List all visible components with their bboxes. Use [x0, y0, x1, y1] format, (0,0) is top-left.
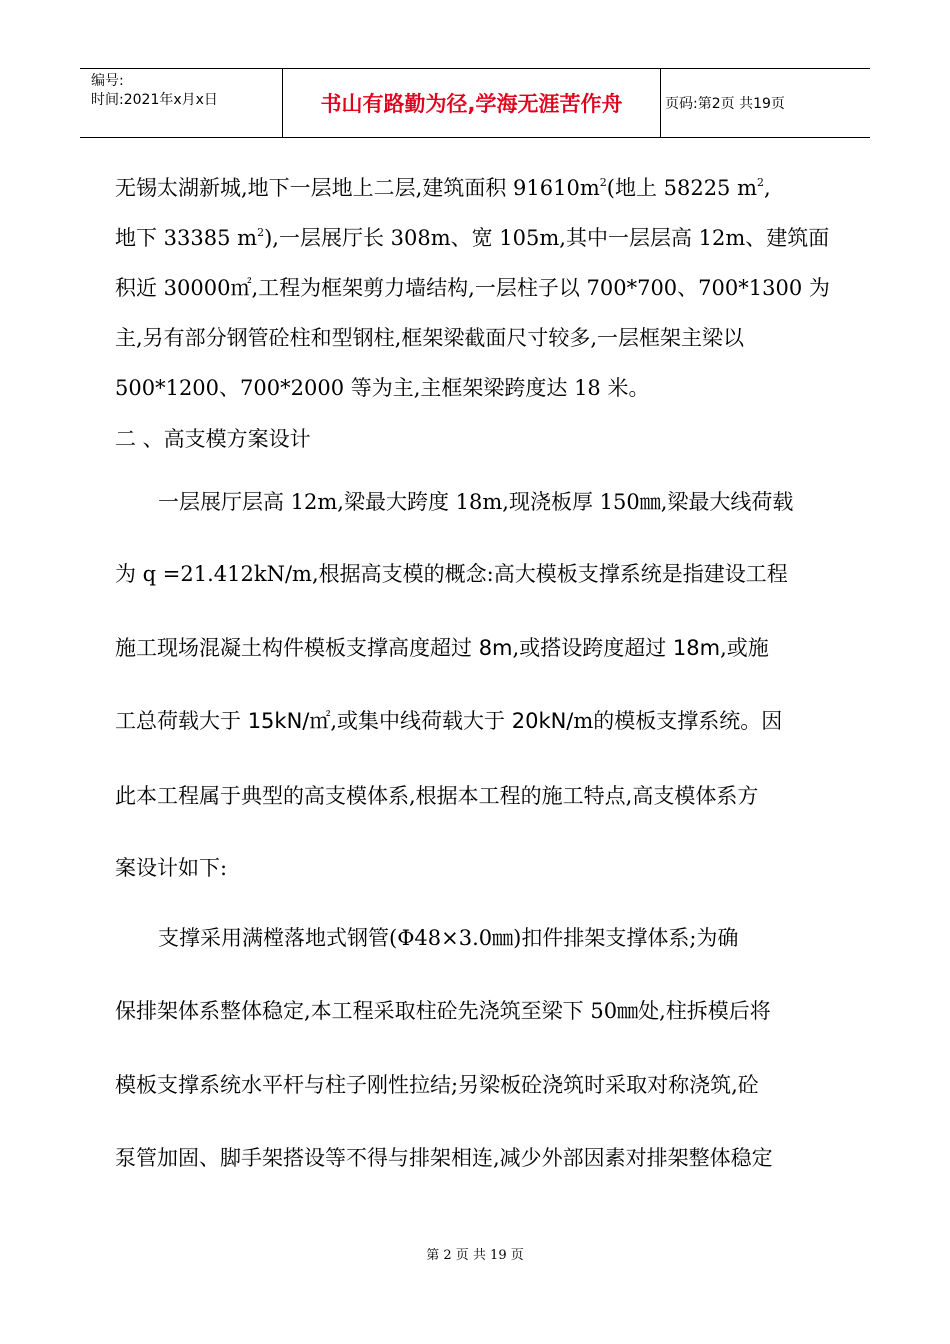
header-meta: [80, 69, 283, 137]
header-page-info: 页码:第2页 共19页: [665, 96, 785, 112]
text-line: 为 q =21.412kN/m,根据高支模的概念:高大模板支撑系统是指建设工程: [115, 562, 788, 586]
text-line: 保排架体系整体稳定,本工程采取柱砼先浇筑至梁下 50㎜处,柱拆模后将: [115, 999, 771, 1023]
header-motto: 书山有路勤为径,学海无涯苦作舟: [283, 69, 661, 137]
time-label: 时间:2021年x月x日: [91, 92, 218, 108]
text-line: 一层展厅层高 12m,梁最大跨度 18m,现浇板厚 150㎜,梁最大线荷载: [158, 490, 794, 514]
text-line: 案设计如下:: [115, 856, 228, 880]
text-line: 泵管加固、脚手架搭设等不得与排架相连,减少外部因素对排架整体稳定: [115, 1146, 773, 1170]
text-line: 模板支撑系统水平杆与柱子刚性拉结;另梁板砼浇筑时采取对称浇筑,砼: [115, 1073, 759, 1097]
text-line: 工总荷载大于 15kN/㎡,或集中线荷载大于 20kN/m的模板支撑系统。因: [115, 709, 783, 733]
text-line: 积近 30000㎡,工程为框架剪力墙结构,一层柱子以 700*700、700*1300 为: [115, 276, 830, 300]
text-line: 500*1200、700*2000 等为主,主框架梁跨度达 18 米。: [115, 376, 650, 400]
page-footer: 第 2 页 共 19 页: [426, 1248, 524, 1263]
number-label: 编号:: [91, 73, 124, 89]
text-line: 主,另有部分钢管砼柱和型钢柱,框架梁截面尺寸较多,一层框架主梁以: [115, 326, 745, 350]
text-line: 支撑采用满樘落地式钢管(Φ48×3.0㎜)扣件排架支撑体系;为确: [158, 926, 739, 950]
section-heading: 二 、高支模方案设计: [115, 427, 311, 451]
text-line: 此本工程属于典型的高支模体系,根据本工程的施工特点,高支模体系方: [115, 784, 759, 808]
text-line: 无锡太湖新城,地下一层地上二层,建筑面积 $91610m^2$(地上 58225 $m^2$,: [115, 176, 771, 200]
text-line: 施工现场混凝土构件模板支撑高度超过 8m,或搭设跨度超过 18m,或施: [115, 636, 769, 660]
text-line: 地下 33385 $m^2$),一层展厅长 308m、宽 105m,其中一层层高 12m、建筑面: [115, 226, 830, 250]
page-header: [80, 68, 870, 138]
